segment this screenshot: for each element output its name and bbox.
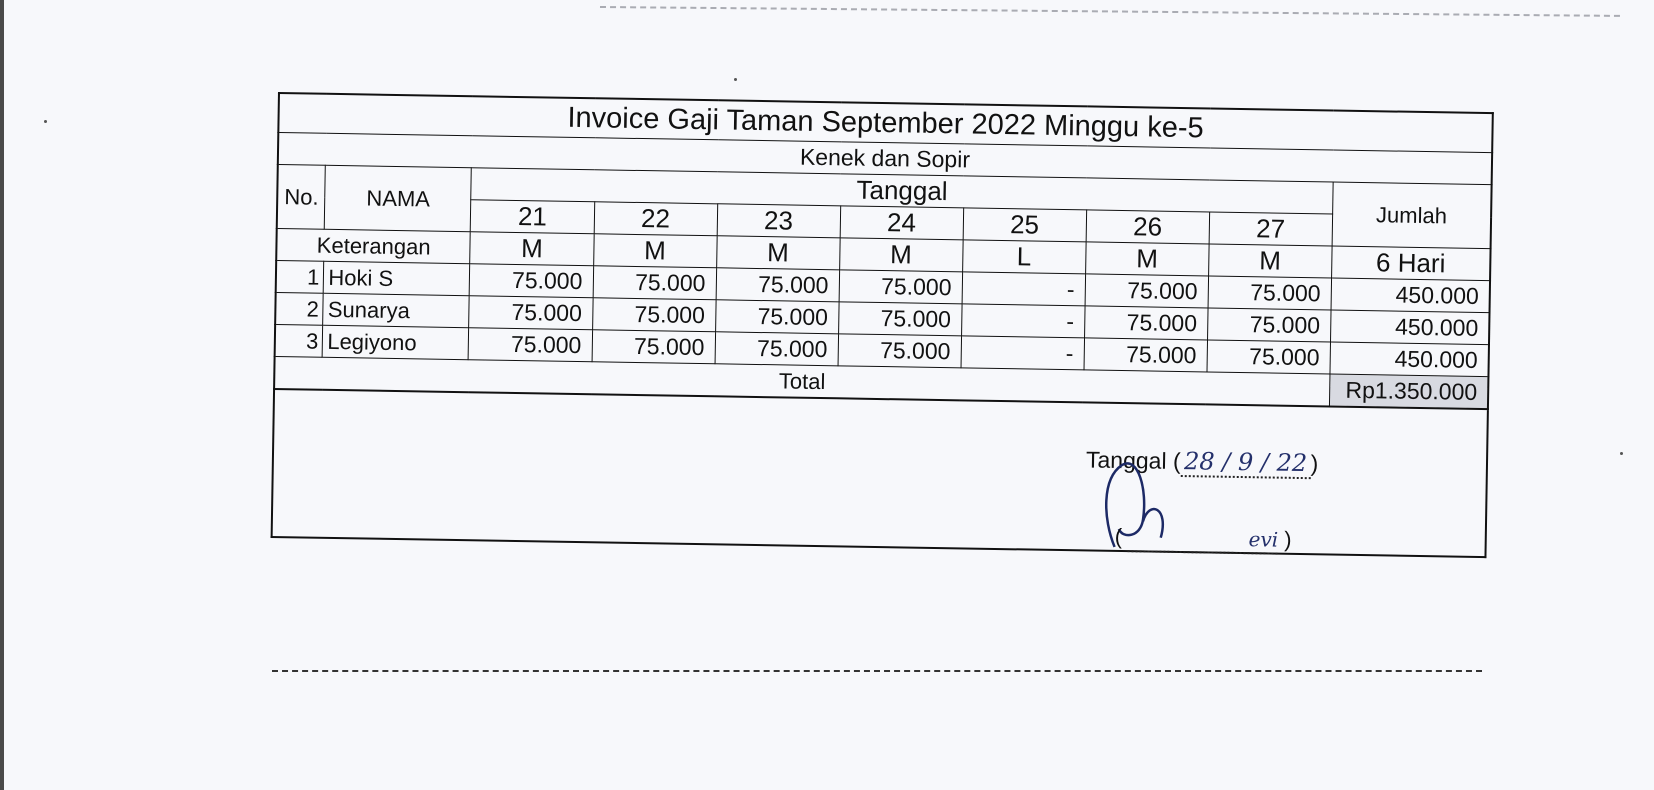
bottom-cut-line <box>272 670 1482 672</box>
invoice-title: Invoice Gaji Taman September 2022 Minggu ke-5 <box>278 93 1492 153</box>
date-cell: 21 <box>471 200 595 234</box>
attendance-code: M <box>1085 242 1209 276</box>
scan-speck <box>734 78 737 81</box>
wage-cell: 75.000 <box>838 302 962 336</box>
attendance-code: L <box>962 240 1086 274</box>
total-days: 6 Hari <box>1331 246 1490 281</box>
scan-left-edge <box>0 0 4 790</box>
wage-cell: 75.000 <box>469 328 593 362</box>
attendance-code: M <box>839 238 963 272</box>
attendance-code: M <box>716 236 840 270</box>
row-amount: 450.000 <box>1331 278 1490 313</box>
row-name: Sunarya <box>323 293 469 327</box>
wage-cell: 75.000 <box>469 296 593 330</box>
date-label: Tanggal <box>1085 446 1167 474</box>
signature-date: Tanggal ( 28 / 9 / 22 ) <box>1086 445 1319 479</box>
wage-cell: 75.000 <box>592 330 716 364</box>
header-keterangan: Keterangan <box>276 228 470 263</box>
wage-cell: 75.000 <box>1085 274 1209 308</box>
row-name: Legiyono <box>323 325 469 359</box>
row-name: Hoki S <box>324 261 470 295</box>
wage-cell: 75.000 <box>1084 306 1208 340</box>
scan-speck <box>1620 452 1623 455</box>
wage-cell: 75.000 <box>593 266 717 300</box>
signature-area <box>271 390 1489 558</box>
wage-cell: 75.000 <box>1208 276 1332 310</box>
invoice-sheet <box>270 92 1494 602</box>
date-cell: 23 <box>717 204 841 238</box>
attendance-code: M <box>1208 244 1332 278</box>
date-cell: 22 <box>594 202 718 236</box>
wage-cell: 75.000 <box>592 298 716 332</box>
header-tanggal: Tanggal <box>471 168 1333 214</box>
wage-cell: 75.000 <box>716 268 840 302</box>
handwritten-date: 28 / 9 / 22 <box>1183 447 1308 478</box>
wage-cell: - <box>961 336 1085 370</box>
date-cell: 24 <box>840 206 964 240</box>
scan-speck <box>44 120 47 123</box>
wage-cell: 75.000 <box>715 300 839 334</box>
total-value: Rp1.350.000 <box>1329 374 1488 409</box>
header-no: No. <box>277 165 326 230</box>
row-amount: 450.000 <box>1330 310 1489 345</box>
row-number: 1 <box>276 260 324 293</box>
date-cell: 25 <box>963 208 1087 242</box>
wage-cell: 75.000 <box>838 334 962 368</box>
attendance-code: M <box>470 232 594 266</box>
signature-line: ( evi ) <box>1114 524 1291 555</box>
invoice-table <box>273 92 1494 410</box>
wage-cell: - <box>962 272 1086 306</box>
wage-cell: 75.000 <box>839 270 963 304</box>
wage-cell: 75.000 <box>1084 338 1208 372</box>
wage-cell: 75.000 <box>1207 340 1331 374</box>
header-jumlah: Jumlah <box>1332 182 1492 249</box>
top-cut-line <box>600 6 1620 17</box>
wage-cell: - <box>961 304 1085 338</box>
row-number: 2 <box>275 292 323 325</box>
wage-cell: 75.000 <box>470 264 594 298</box>
header-nama: NAMA <box>325 165 472 231</box>
row-amount: 450.000 <box>1330 342 1489 377</box>
wage-cell: 75.000 <box>715 332 839 366</box>
signature-name: evi <box>1248 527 1279 552</box>
attendance-code: M <box>593 234 717 268</box>
date-cell: 26 <box>1086 210 1210 244</box>
wage-cell: 75.000 <box>1207 308 1331 342</box>
row-number: 3 <box>275 324 323 357</box>
invoice-subtitle: Kenek dan Sopir <box>278 133 1492 185</box>
date-cell: 27 <box>1209 212 1333 246</box>
total-label: Total <box>274 356 1330 406</box>
